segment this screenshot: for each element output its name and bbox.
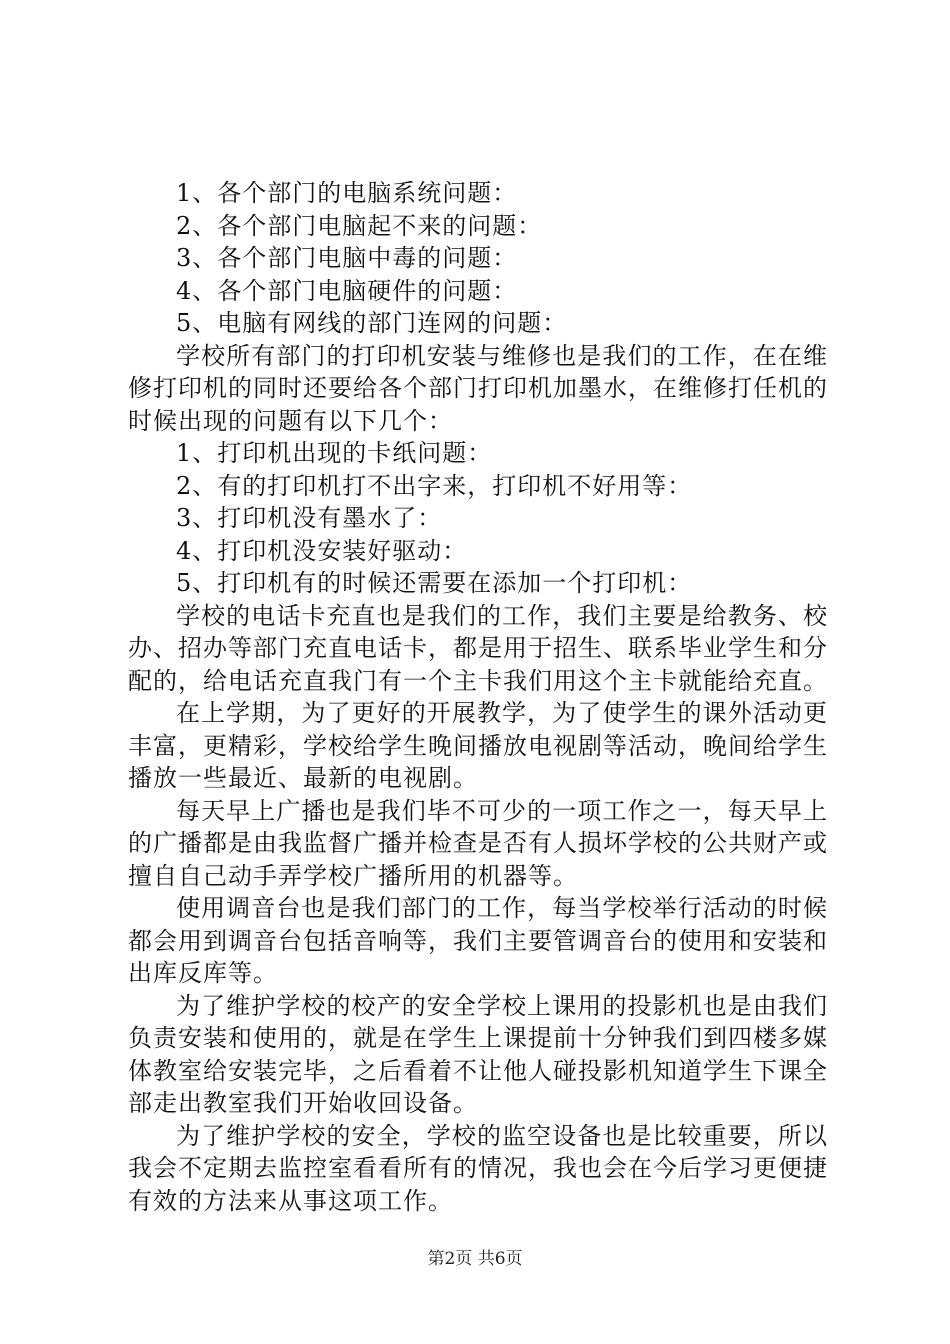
paragraph-11: 5、打印机有的时候还需要在添加一个打印机： bbox=[176, 569, 693, 597]
paragraph-2: 2、各个部门电脑起不来的问题： bbox=[176, 211, 543, 240]
paragraph-4: 4、各个部门电脑硬件的问题： bbox=[176, 276, 518, 305]
paragraph-5: 5、电脑有网线的部门连网的问题： bbox=[176, 309, 568, 337]
document-body bbox=[128, 177, 828, 1217]
paragraph-15: 使用调音台也是我们部门的工作，每当学校举行活动的时候都会用到调音台包括音响等，我们主要管调音台的使用和安装和出库反库等。 bbox=[128, 894, 828, 987]
paragraph-13: 在上学期，为了更好的开展教学，为了使学生的课外活动更丰富，更精彩，学校给学生晚间播放电视剧等活动，晚间给学生播放一些最近、最新的电视剧。 bbox=[128, 699, 828, 792]
paragraph-3: 3、各个部门电脑中毒的问题： bbox=[176, 244, 518, 272]
paragraph-8: 2、有的打印机打不出字来，打印机不好用等： bbox=[176, 471, 693, 500]
paragraph-6: 学校所有部门的打印机安装与维修也是我们的工作，在在维修打印机的同时还要给各个部门打印机加墨水，在维修打任机的时候出现的问题有以下几个： bbox=[128, 341, 828, 435]
paragraph-9: 3、打印机没有墨水了： bbox=[176, 504, 443, 532]
page-number-footer: 第2页 共6页 bbox=[427, 1249, 523, 1269]
paragraph-12: 学校的电话卡充直也是我们的工作，我们主要是给教务、校办、招办等部门充直电话卡，都是用于招生、联系毕业学生和分配的，给电话充直我门有一个主卡我们用这个主卡就能给充直。 bbox=[128, 601, 828, 695]
paragraph-7: 1、打印机出现的卡纸问题： bbox=[176, 439, 493, 467]
paragraph-16: 为了维护学校的校产的安全学校上课用的投影机也是由我们负责安装和使用的，就是在学生上课提前十分钟我们到四楼多媒体教室给安装完毕，之后看着不让他人碰投影机知道学生下课全部走出教室我们开始收回设备。 bbox=[128, 991, 828, 1117]
paragraph-10: 4、打印机没安装好驱动： bbox=[176, 536, 468, 565]
paragraph-17: 为了维护学校的安全，学校的监空设备也是比较重要，所以我会不定期去监控室看看所有的情况，我也会在今后学习更便捷有效的方法来从事这项工作。 bbox=[128, 1121, 828, 1215]
paragraph-14: 每天早上广播也是我们毕不可少的一项工作之一，每天早上的广播都是由我监督广播并检查是否有人损坏学校的公共财产或擅自自己动手弄学校广播所用的机器等。 bbox=[128, 796, 828, 890]
paragraph-1: 1、各个部门的电脑系统问题： bbox=[176, 179, 518, 207]
